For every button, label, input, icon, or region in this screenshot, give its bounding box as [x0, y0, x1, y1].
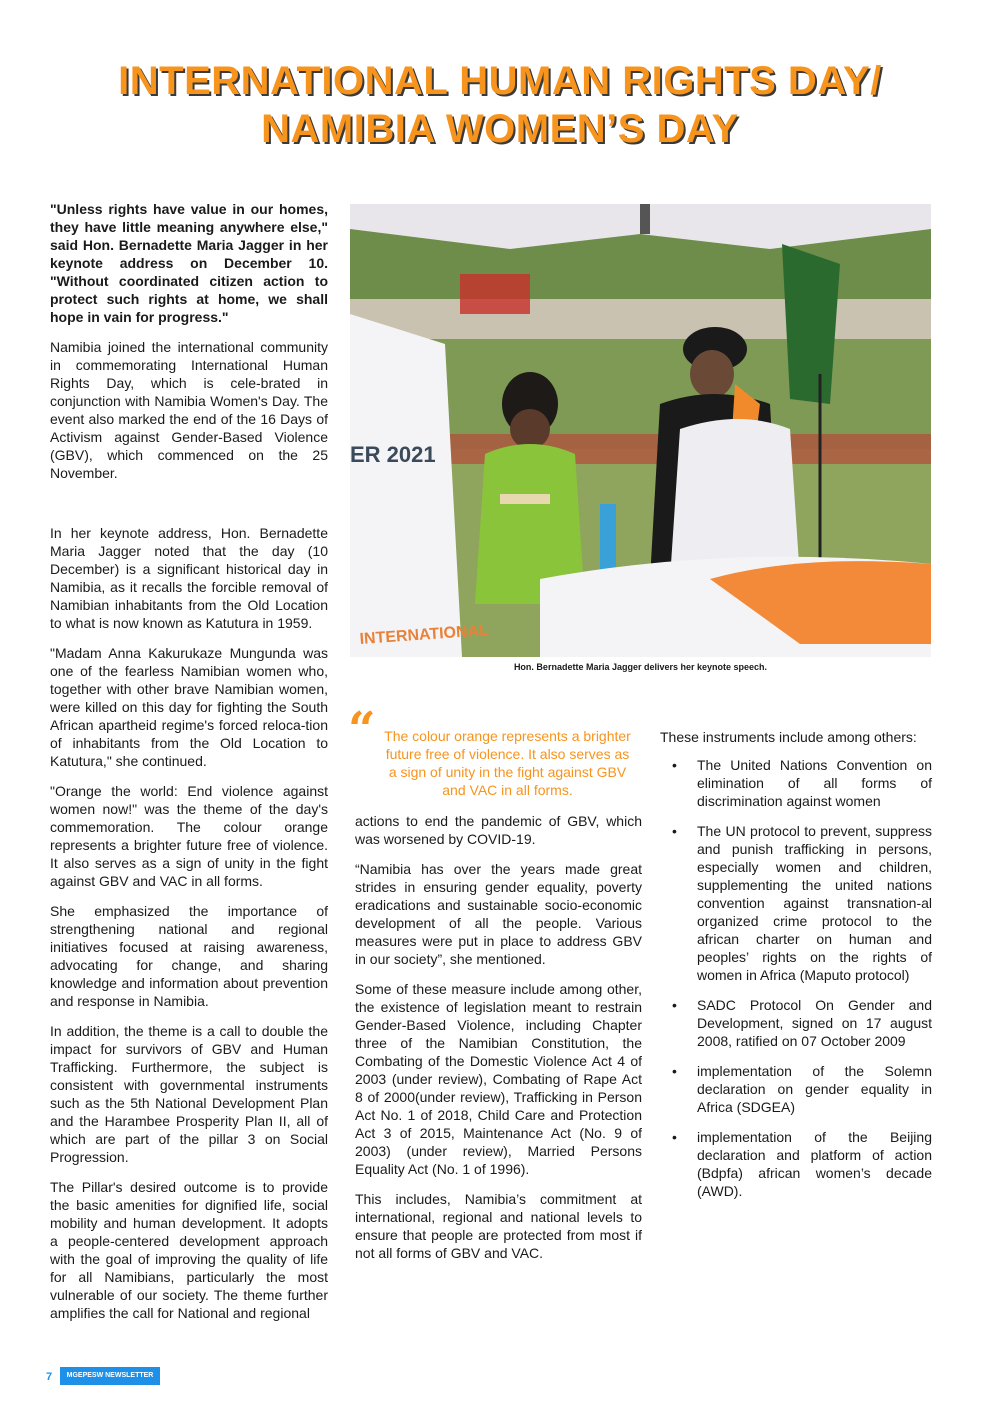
paragraph: In addition, the theme is a call to double the impact for survivors of GBV and Human Trafficking. Furthermore, the subject is consistent with governmental instruments such as the 5th National Development Plan and the Harambee Prosperity Plan II, all of which are part of the pillar 3 on Social Progression.	[50, 1023, 328, 1165]
newsletter-badge: MGEPESW NEWSLETTER	[60, 1367, 160, 1385]
article-column-3	[660, 728, 932, 1212]
paragraph: The Pillar's desired outcome is to provide the basic amenities for dignified life, social mobility and human development. It adopts a people-centered development approach with the goal of improving the quality of life for all Namibians, particularly the most vulnerable of our society. The theme further amplifies the call for National and regional	[50, 1179, 328, 1321]
banner-text-2021: ER 2021	[350, 442, 436, 467]
keynote-photo	[350, 204, 931, 657]
title-line-2: NAMIBIA WOMEN’S DAY	[261, 107, 739, 151]
paragraph: “Namibia has over the years made great strides in ensuring gender equality, poverty eradications and sustainable socio-economic development of all the people. Various measures were put in place to address GBV in our society”, she mentioned.	[355, 861, 642, 967]
intro-quote: "Unless rights have value in our homes, they have little meaning anywhere else," said Hon. Bernadette Maria Jagger in her keynote address on December 10. "Without coordinated citizen action to protect such rights at home, we shall hope in vain for progress."	[50, 201, 328, 325]
list-item: • The UN protocol to prevent, suppress and punish trafficking in persons, especially women and children, supplementing the united nations convention against transnation-al organized crime protocol to the african charter on human and peoples’ rights on the rights of women in Africa (Maputo protocol)	[660, 822, 932, 984]
article-column-2	[355, 812, 642, 1274]
list-item: • SADC Protocol On Gender and Development, signed on 17 august 2008, ratified on 07 October 2009	[660, 996, 932, 1050]
instruments-list	[660, 756, 932, 1200]
paragraph: Namibia joined the international community in commemorating International Human Rights Day, which is cele-brated in conjunction with Namibia Women's Day. The event also marked the end of the 16 Days of Activism against Gender-Based Violence (GBV), which commenced on the 25 November.	[50, 339, 328, 481]
photo-caption: Hon. Bernadette Maria Jagger delivers her keynote speech.	[513, 662, 768, 672]
list-item: • implementation of the Beijing declaration and platform of action (Bdpfa) african women’s decade (AWD).	[660, 1128, 932, 1200]
pull-quote: The colour orange represents a brighter future free of violence. It also serves as a sign of unity in the fight against GBV and VAC in all forms.	[384, 728, 631, 798]
paragraph: This includes, Namibia’s commitment at international, regional and national levels to ensure that people are protected from most if not all forms of GBV and VAC.	[355, 1191, 642, 1261]
list-item: • The United Nations Convention on elimination of all forms of discrimination against women	[660, 756, 932, 810]
paragraph: "Madam Anna Kakurukaze Mungunda was one of the fearless Namibian women who, together with other brave Namibian women, were killed on this day for fighting the South African apartheid regime's forced reloca-tion of inhabitants from the Old Location to Katutura," she continued.	[50, 645, 328, 769]
article-column-1	[50, 200, 328, 1334]
paragraph: Some of these measure include among other, the existence of legislation meant to restrain Gender-Based Violence, including Chapter three of the Namibian Constitution, the Combating of the Domestic Violence Act 4 of 2003 (under review), Combating of Rape Act 8 of 2000(under review), Trafficking in Person Act No. 1 of 2018, Child Care and Protection Act 3 of 2015, Maintenance Act (No. 9 of 2003) (under review), Married Persons Equality Act (No. 1 of 1996).	[355, 981, 642, 1177]
instruments-intro: These instruments include among others:	[660, 729, 917, 745]
paragraph: "Orange the world: End violence against women now!" was the theme of the day's commemoration. The colour orange represents a brighter future free of violence. It also serves as a sign of unity in the fight against GBV and VAC in all forms.	[50, 783, 328, 889]
paragraph: actions to end the pandemic of GBV, which was worsened by COVID-19.	[355, 813, 642, 847]
title-line-1: INTERNATIONAL HUMAN RIGHTS DAY/	[118, 59, 882, 103]
page-number: 7	[46, 1371, 53, 1383]
banner-text-international: INTERNATIONAL	[359, 622, 490, 648]
paragraph: She emphasized the importance of strengthening national and regional initiatives focused at raising awareness, advocating for change, and sharing knowledge and information about prevention and response in Namibia.	[50, 903, 328, 1009]
paragraph: In her keynote address, Hon. Bernadette Maria Jagger noted that the day (10 December) is a significant historical day in Namibia, as it recalls the forcible removal of Namibian inhabitants from the Old Location to what is now known as Katutura in 1959.	[50, 525, 328, 631]
list-item: • implementation of the Solemn declaration on gender equality in Africa (SDGEA)	[660, 1062, 932, 1116]
pull-quote-mark: “	[348, 702, 376, 758]
keynote-photo-illustration	[350, 204, 931, 657]
